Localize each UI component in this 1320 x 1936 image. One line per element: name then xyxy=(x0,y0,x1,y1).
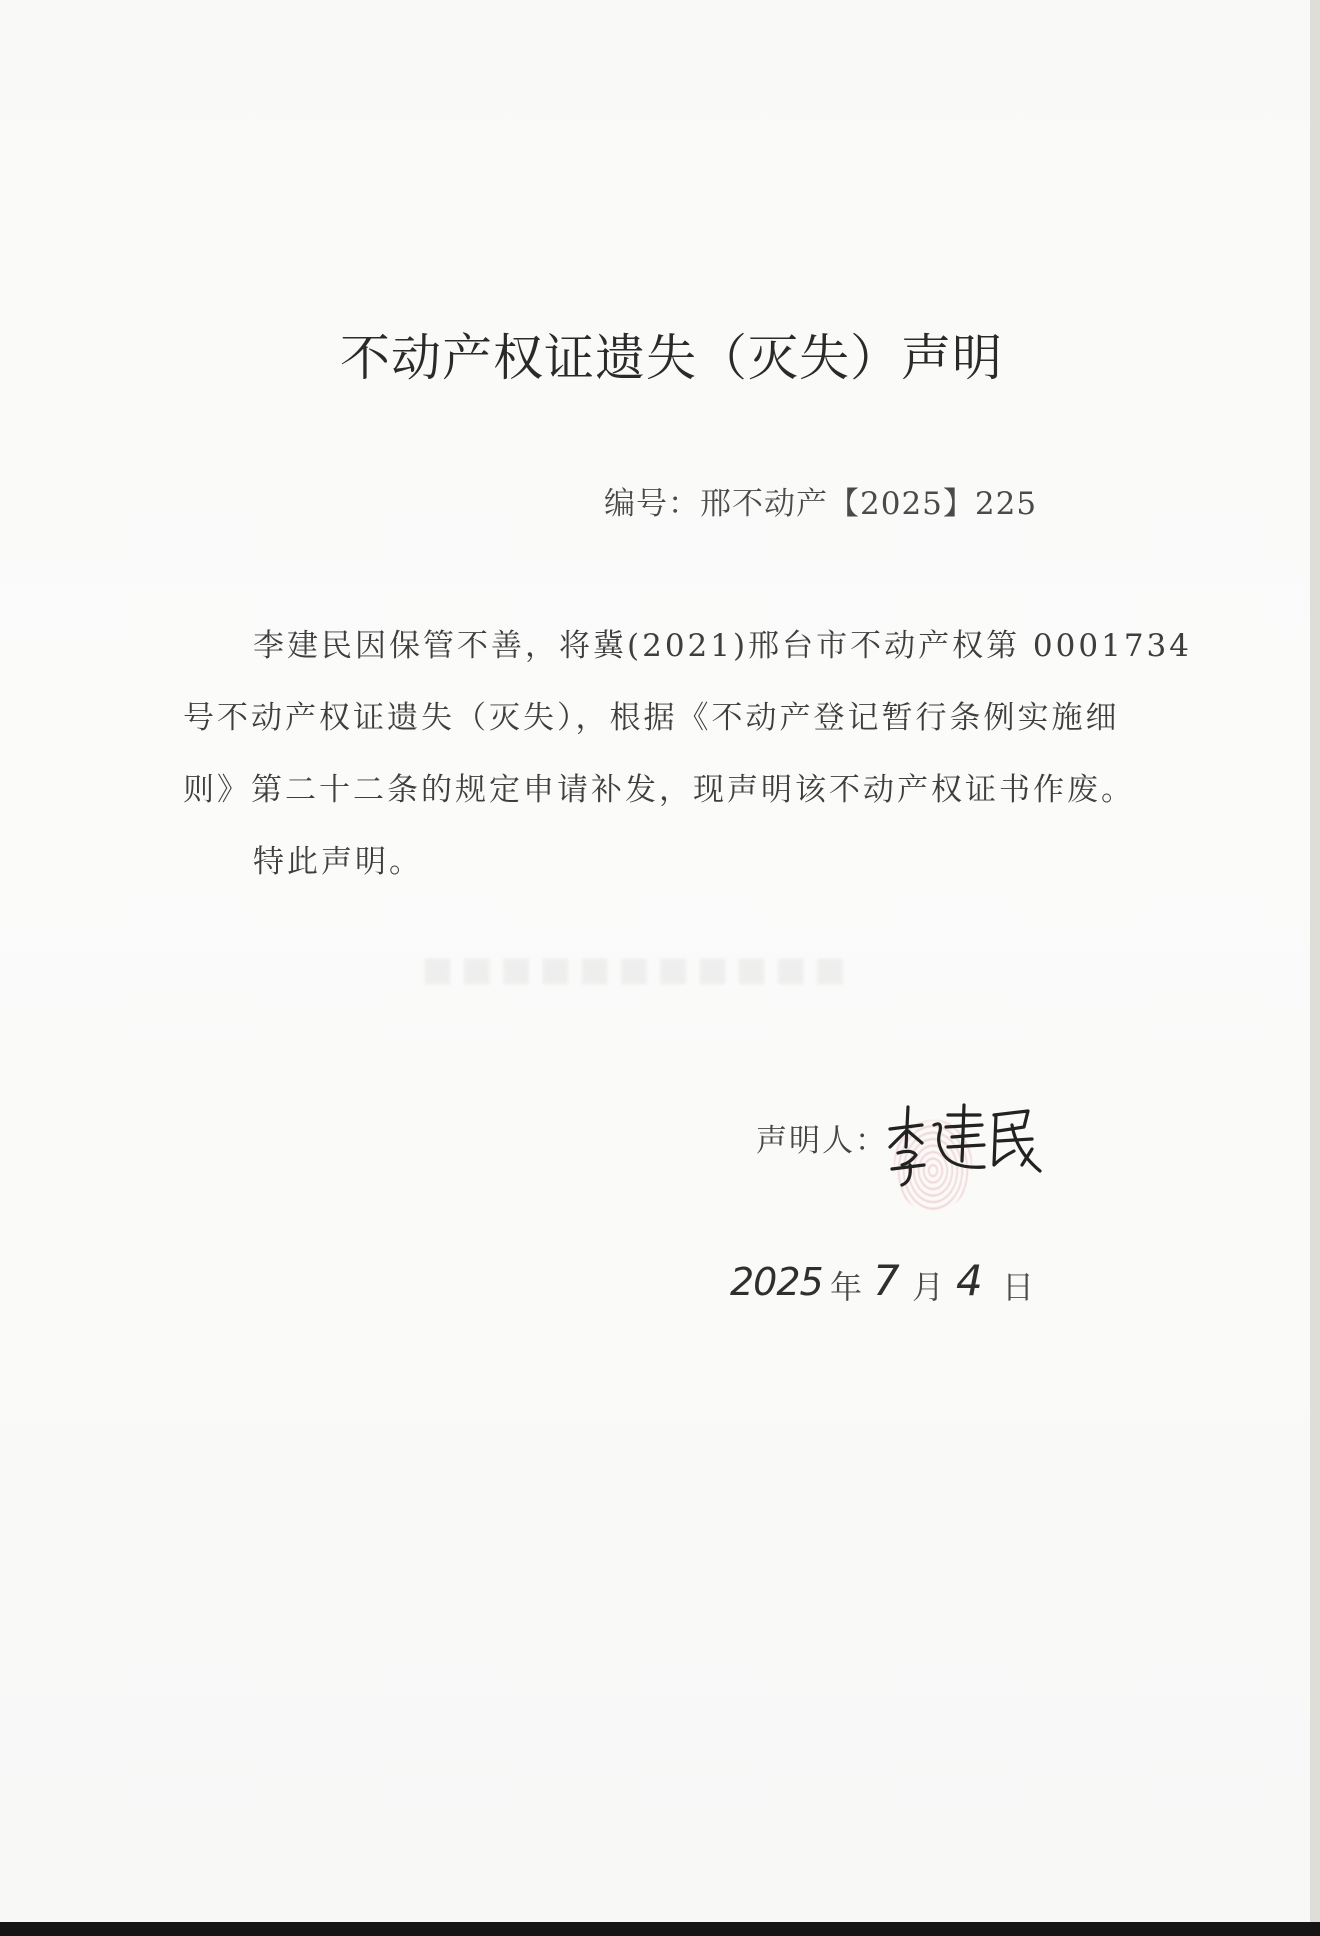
closing-line: 特此声明。 xyxy=(253,844,423,880)
date-year-char: 年 xyxy=(830,1268,863,1306)
paragraph-line-3: 则》第二十二条的规定申请补发，现声明该不动产权证书作废。 xyxy=(183,772,1135,808)
paragraph-line-2: 号不动产权证遗失（灭失），根据《不动产登记暂行条例实施细 xyxy=(183,700,1120,736)
declarant-label: 声明人： xyxy=(756,1123,888,1159)
paragraph-line-1: 李建民因保管不善，将冀(2021)邢台市不动产权第 0001734 xyxy=(253,628,1192,664)
date-day: 4 xyxy=(956,1256,983,1305)
scan-edge-bottom xyxy=(0,1922,1320,1936)
date-month: 7 xyxy=(873,1256,900,1305)
document-number: 编号：邢不动产【2025】225 xyxy=(604,486,1038,522)
date-year: 2025 xyxy=(730,1260,823,1304)
document-title: 不动产权证遗失（灭失）声明 xyxy=(340,329,1003,387)
reverse-side-bleed: ▪▪▪▪▪▪▪▪▪▪▪ xyxy=(420,938,852,998)
date-day-char: 日 xyxy=(1002,1268,1035,1306)
scan-edge-right xyxy=(1310,0,1320,1922)
date-month-char: 月 xyxy=(912,1268,945,1306)
signing-date xyxy=(730,1248,1050,1328)
handwritten-signature xyxy=(882,1085,1042,1205)
